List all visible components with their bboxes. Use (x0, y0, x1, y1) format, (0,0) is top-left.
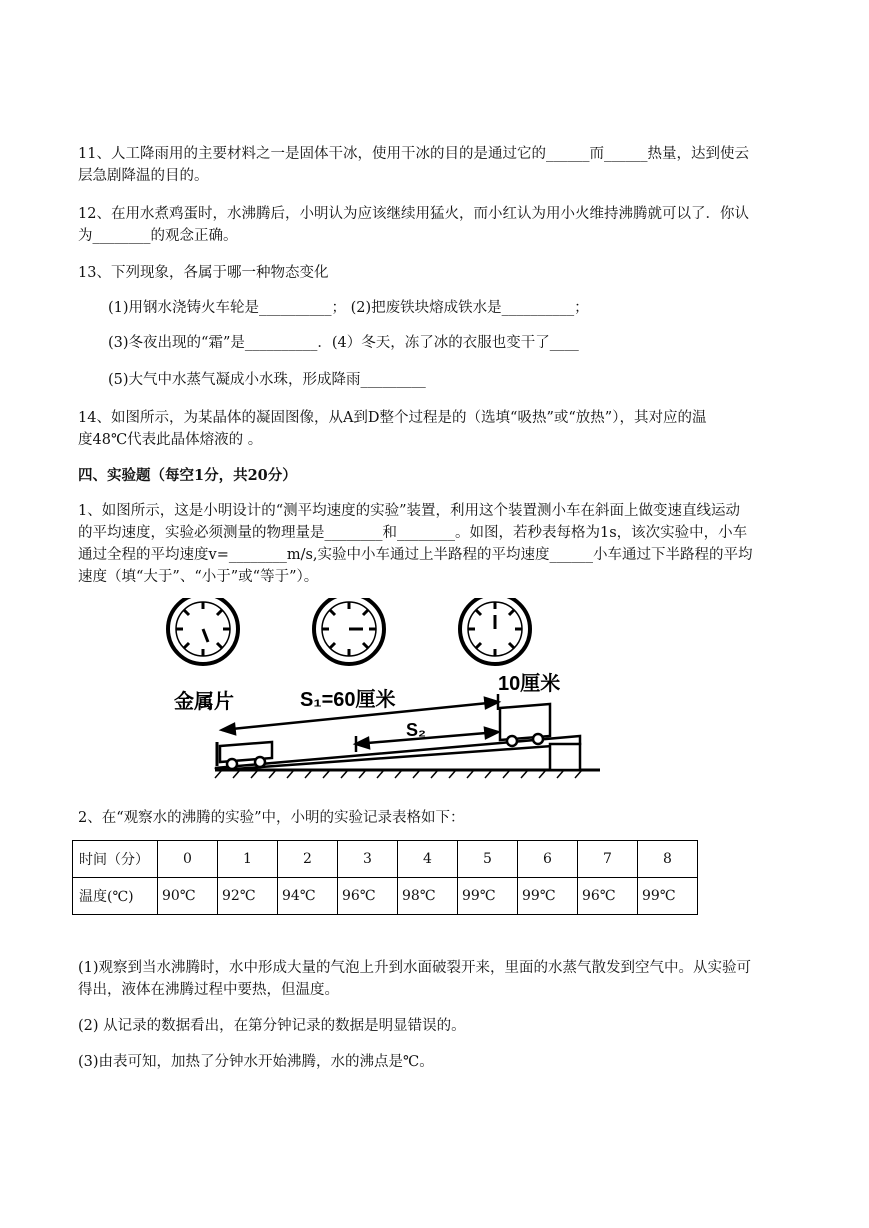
table-cell: 96℃ (578, 878, 638, 915)
q11-line1: 11、人工降雨用的主要材料之一是固体干冰，使用干冰的目的是通过它的______而______热量，达到使云 (78, 146, 749, 162)
q11-line2: 层急剧降温的目的。 (78, 168, 209, 184)
exp2-p1-line2: 得出，液体在沸腾过程中要热，但温度。 (78, 982, 339, 998)
table-cell: 0 (158, 841, 218, 878)
table-cell: 99℃ (458, 878, 518, 915)
q14-line1: 14、如图所示，为某晶体的凝固图像，从A到D整个过程是的（选填“吸热”或“放热”），其对应的温 (78, 410, 707, 426)
table-row-time (73, 841, 698, 878)
table-cell: 5 (458, 841, 518, 878)
table-cell: 8 (638, 841, 698, 878)
table-cell: 2 (278, 841, 338, 878)
table-cell: 94℃ (278, 878, 338, 915)
table-cell: 3 (338, 841, 398, 878)
time-header: 时间（分） (73, 841, 158, 878)
stopwatch-icon-1 (168, 598, 238, 664)
length-label: 10厘米 (498, 673, 561, 695)
table-cell: 99℃ (518, 878, 578, 915)
exp2-p1-line1: (1)观察到当水沸腾时，水中形成大量的气泡上升到水面破裂开来，里面的水蒸气散发到空气中。从实验可 (78, 960, 752, 976)
exp2-intro: 2、在“观察水的沸腾的实验”中，小明的实验记录表格如下： (78, 810, 465, 826)
exp1-line3: 通过全程的平均速度v=________m/s,实验中小车通过上半路程的平均速度______小车通过下半路程的平均 (78, 547, 753, 563)
table-cell: 7 (578, 841, 638, 878)
q12-line1: 12、在用水煮鸡蛋时，水沸腾后，小明认为应该继续用猛火，而小红认为用小火维持沸腾就可以了．你认 (78, 206, 749, 222)
incline-diagram (160, 598, 600, 788)
table-cell: 6 (518, 841, 578, 878)
exp1-line4: 速度（填“大于”、“小于”或“等于”）。 (78, 569, 319, 585)
boiling-record-table (72, 840, 698, 915)
table-cell: 4 (398, 841, 458, 878)
temp-header: 温度(℃) (73, 878, 158, 915)
exp2-p2: (2) 从记录的数据看出，在第分钟记录的数据是明显错误的。 (78, 1018, 466, 1034)
metal-plate-label: 金属片 (174, 691, 234, 713)
s1-label: S₁=60厘米 (300, 689, 396, 711)
q13-item3: (5)大气中水蒸气凝成小水珠，形成降雨_________ (108, 372, 426, 388)
table-cell: 98℃ (398, 878, 458, 915)
table-cell: 92℃ (218, 878, 278, 915)
q13-item1: (1)用钢水浇铸火车轮是__________； (2)把废铁块熔成铁水是__________； (108, 300, 589, 316)
table-cell: 90℃ (158, 878, 218, 915)
exp1-line1: 1、如图所示，这是小明设计的“测平均速度的实验”装置，利用这个装置测小车在斜面上做变速直线运动 (78, 503, 741, 519)
table-row-temperature (73, 878, 698, 915)
section-heading: 四、实验题（每空1分，共20分） (78, 467, 297, 484)
stopwatch-icon-3 (460, 598, 530, 664)
table-cell: 96℃ (338, 878, 398, 915)
q12-line2: 为________的观念正确。 (78, 228, 238, 244)
table-cell: 1 (218, 841, 278, 878)
q14-line2: 度48℃代表此晶体熔液的 。 (78, 432, 263, 448)
table-cell: 99℃ (638, 878, 698, 915)
q13-item2: (3)冬夜出现的“霜”是__________．(4）冬天，冻了冰的衣服也变干了____ (108, 335, 579, 351)
exp1-line2: 的平均速度，实验必须测量的物理量是________和________。如图，若秒表每格为1s，该次实验中，小车 (78, 525, 748, 541)
exp2-p3: (3)由表可知，加热了分钟水开始沸腾，水的沸点是℃。 (78, 1054, 434, 1070)
support-block (550, 744, 580, 770)
s2-label: S₂ (406, 720, 427, 740)
q13-stem: 13、下列现象，各属于哪一种物态变化 (78, 265, 329, 281)
stopwatch-icon-2 (314, 598, 384, 664)
